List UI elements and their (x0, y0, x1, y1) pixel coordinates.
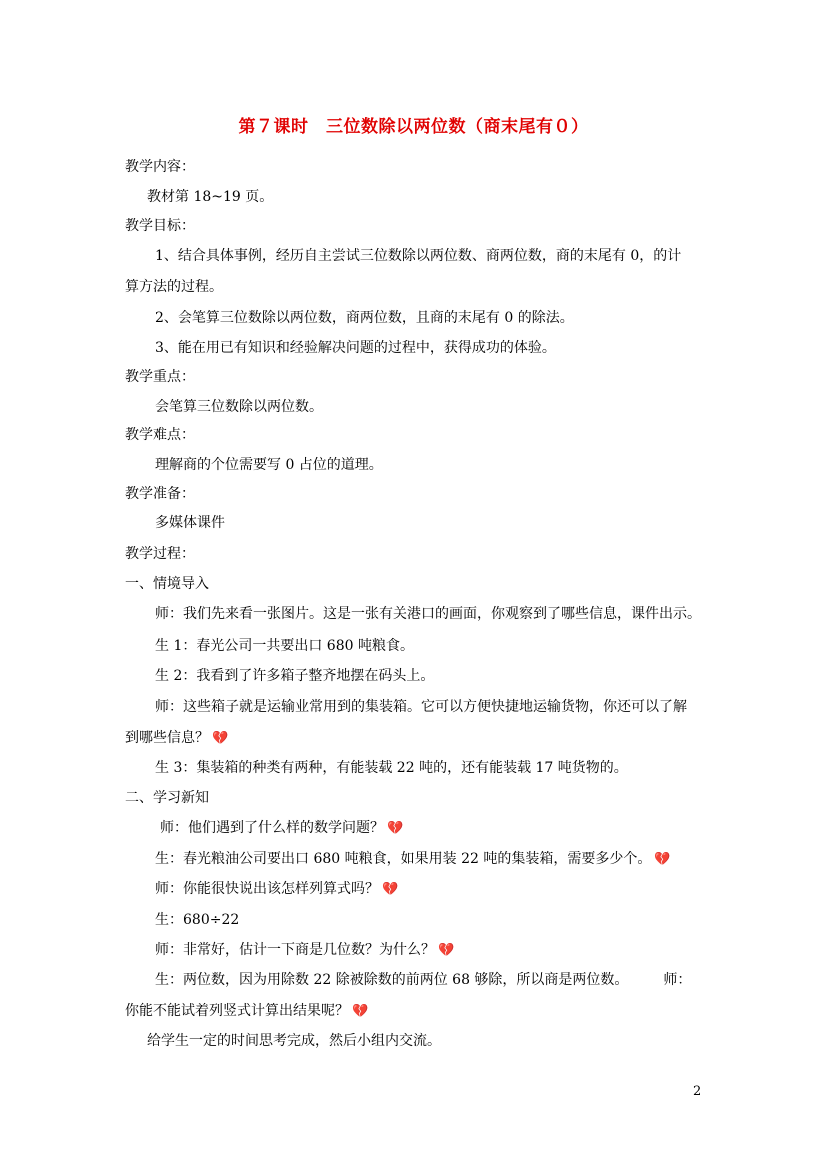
broken-heart-icon: 💔 (212, 731, 229, 746)
objective-1-line-1: 1、结合具体事例，经历自主尝试三位数除以两位数、商两位数，商的末尾有 0，的计 (155, 248, 682, 264)
dialogue-line-continued (125, 1001, 368, 1022)
dialogue-line: 生：680÷22 (155, 912, 240, 928)
section-heading-objectives: 教学目标： (125, 218, 195, 234)
dialogue-line (155, 849, 671, 870)
objective-1-line-2: 算方法的过程。 (125, 279, 223, 295)
dialogue-text: 师：非常好，估计一下商是几位数？为什么？ (155, 942, 435, 958)
dialogue-line (155, 879, 398, 900)
key-point-text: 会笔算三位数除以两位数。 (155, 399, 323, 415)
subsection-introduction: 一、情境导入 (125, 576, 209, 592)
preparation-text: 多媒体课件 (155, 515, 225, 531)
broken-heart-icon: 💔 (382, 882, 399, 897)
objective-2: 2、会笔算三位数除以两位数，商两位数，且商的末尾有 0 的除法。 (155, 310, 574, 326)
dialogue-text: 到哪些信息？ (125, 730, 209, 746)
objective-3: 3、能在用已有知识和经验解决问题的过程中，获得成功的体验。 (155, 340, 556, 356)
dialogue-text: 生：春光粮油公司要出口 680 吨粮食，如果用装 22 吨的集装箱，需要多少个。 (155, 851, 652, 867)
dialogue-text: 师：他们遇到了什么样的数学问题？ (160, 820, 384, 836)
section-heading-difficulty: 教学难点： (125, 427, 195, 443)
dialogue-line: 师：我们先来看一张图片。这是一张有关港口的画面，你观察到了哪些信息，课件出示。 (155, 606, 701, 622)
dialogue-line: 生 2：我看到了许多箱子整齐地摆在码头上。 (155, 668, 435, 684)
dialogue-text: 师：你能很快说出该怎样列算式吗？ (155, 881, 379, 897)
dialogue-line: 生 3：集装箱的种类有两种，有能装载 22 吨的，还有能装载 17 吨货物的。 (155, 760, 628, 776)
dialogue-line-continued (125, 728, 228, 749)
section-heading-process: 教学过程： (125, 546, 195, 562)
broken-heart-icon: 💔 (352, 1004, 369, 1019)
section-heading-content: 教学内容： (125, 159, 195, 175)
dialogue-line: 师：这些箱子就是运输业常用到的集装箱。它可以方便快捷地运输货物，你还可以了解 (155, 699, 687, 715)
broken-heart-icon: 💔 (654, 852, 671, 867)
page-number: 2 (693, 1084, 702, 1099)
dialogue-line: 生 1：春光公司一共要出口 680 吨粮食。 (155, 638, 414, 654)
dialogue-line: 生：两位数，因为用除数 22 除被除数的前两位 68 够除，所以商是两位数。 师： (155, 972, 692, 988)
section-heading-preparation: 教学准备： (125, 486, 195, 502)
difficulty-text: 理解商的个位需要写 0 占位的道理。 (155, 457, 383, 473)
broken-heart-icon: 💔 (387, 821, 404, 836)
closing-line: 给学生一定的时间思考完成，然后小组内交流。 (147, 1033, 441, 1049)
lesson-title: 第７课时 三位数除以两位数（商末尾有０） (238, 117, 589, 137)
content-text: 教材第 18~19 页。 (147, 189, 274, 205)
broken-heart-icon: 💔 (438, 943, 455, 958)
dialogue-line (155, 940, 454, 961)
subsection-new-knowledge: 二、学习新知 (125, 790, 209, 806)
dialogue-text: 你能不能试着列竖式计算出结果呢？ (125, 1003, 349, 1019)
dialogue-line (160, 818, 403, 839)
section-heading-key-point: 教学重点： (125, 369, 195, 385)
